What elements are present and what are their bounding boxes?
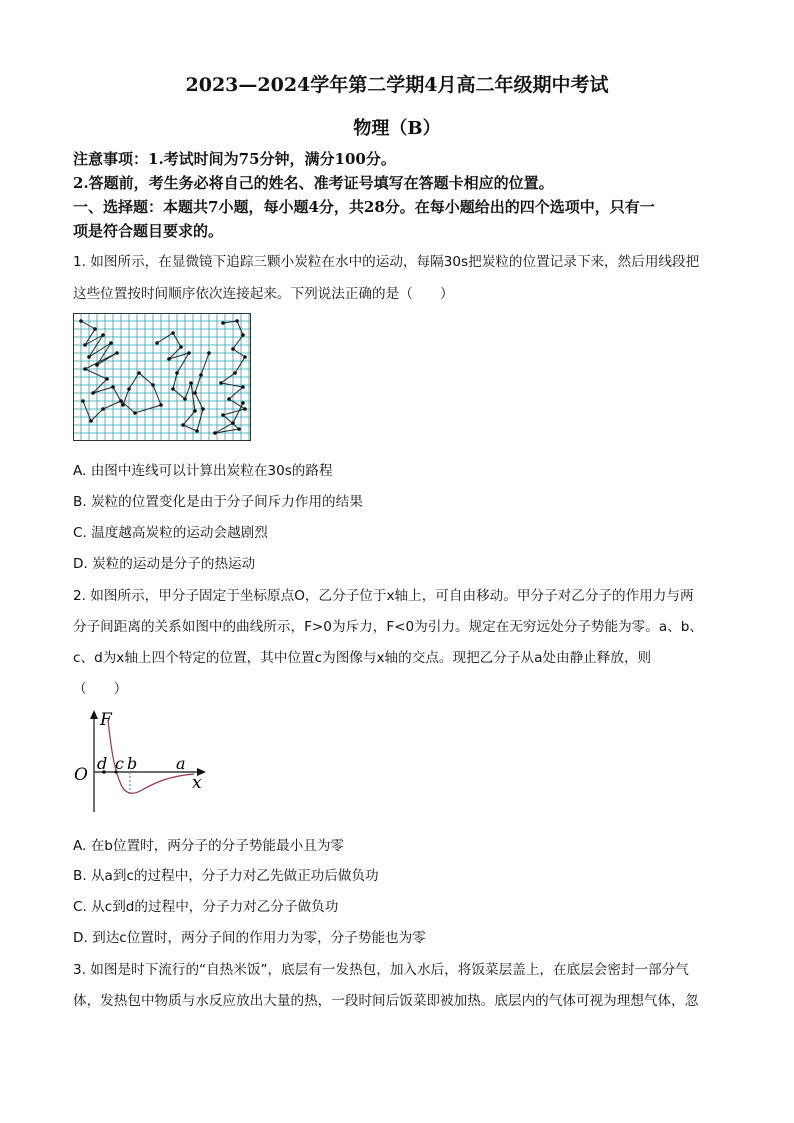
position-dot [95, 363, 99, 367]
position-dot [87, 355, 91, 359]
position-dot [181, 423, 185, 427]
position-dot [219, 381, 223, 385]
position-dot [241, 385, 245, 389]
position-dot [241, 401, 245, 405]
q1-option-b[interactable]: B. 炭粒的位置变化是由于分子间斥力作用的结果 [73, 494, 363, 510]
position-dot [233, 371, 237, 375]
position-dot [241, 333, 245, 337]
position-dot [187, 351, 191, 355]
position-dot [83, 343, 87, 347]
x-axis-label: x [192, 773, 202, 793]
q2-option-a[interactable]: A. 在b位置时，两分子的分子势能最小且为零 [73, 838, 345, 854]
position-dot [167, 357, 171, 361]
position-dot [171, 387, 175, 391]
notes-line-2: 2.答题前，考生务必将自己的姓名、准考证号填写在答题卡相应的位置。 [73, 174, 554, 192]
section-heading-line-1: 一、选择题：本题共7小题，每小题4分，共28分。在每小题给出的四个选项中，只有一 [73, 198, 655, 216]
q1-option-d[interactable]: D. 炭粒的运动是分子的热运动 [73, 556, 256, 572]
q3-stem-line-1: 3. 如图是时下流行的“自热米饭”，底层有一发热包，加入水后，将饭菜层盖上，在底层会密封一部分气 [73, 962, 689, 978]
point-label-a: a [176, 754, 186, 773]
position-dot [243, 407, 247, 411]
position-dot [227, 397, 231, 401]
position-dot [213, 431, 217, 435]
position-dot [183, 397, 187, 401]
position-dot [175, 371, 179, 375]
position-dot [115, 351, 119, 355]
position-dot [171, 331, 175, 335]
position-dot [159, 403, 163, 407]
brownian-motion-figure [73, 313, 251, 441]
q2-stem-line-1: 2. 如图所示，甲分子固定于坐标原点O，乙分子位于x轴上，可自由移动。甲分子对乙分子的作用力与两 [73, 588, 694, 604]
y-axis-label: F [100, 710, 112, 730]
q1-stem-line-2: 这些位置按时间顺序依次连接起来。下列说法正确的是（ ） [73, 286, 454, 302]
position-dot [137, 371, 141, 375]
q2-option-d[interactable]: D. 到达c位置时，两分子间的作用力为零，分子势能也为零 [73, 930, 426, 946]
position-dot [235, 319, 239, 323]
position-dot [231, 347, 235, 351]
notes-line-1: 注意事项：1.考试时间为75分钟，满分100分。 [73, 150, 396, 168]
q2-stem-line-4: （ ） [73, 681, 128, 697]
q2-option-c[interactable]: C. 从c到d的过程中，分子力对乙分子做负功 [73, 899, 339, 915]
position-dot [79, 319, 83, 323]
molecular-force-graph [70, 708, 210, 816]
position-dot [133, 411, 137, 415]
position-dot [231, 421, 235, 425]
position-dot [155, 341, 159, 345]
position-dot [237, 427, 241, 431]
q2-stem-line-3: c、d为x轴上四个特定的位置，其中位置c为图像与x轴的交点。现把乙分子从a处由静止释放，则 [73, 650, 652, 666]
position-dot [91, 391, 95, 395]
q1-option-c[interactable]: C. 温度越高炭粒的运动会越剧烈 [73, 525, 268, 541]
position-dot [193, 409, 197, 413]
position-dot [93, 327, 97, 331]
position-dot [111, 385, 115, 389]
position-dot [83, 367, 87, 371]
section-heading-line-2: 项是符合题目要求的。 [73, 222, 224, 240]
position-dot [179, 345, 183, 349]
position-dot [201, 407, 205, 411]
position-dot [81, 399, 85, 403]
q2-option-b[interactable]: B. 从a到c的过程中，分子力对乙先做正功后做负功 [73, 868, 379, 884]
position-dot [189, 381, 193, 385]
y-axis-arrow-icon [90, 710, 98, 719]
q1-stem-line-1: 1. 如图所示，在显微镜下追踪三颗小炭粒在水中的运动，每隔30s把炭粒的位置记录下来，然后用线段把 [73, 254, 700, 270]
position-dot [243, 355, 247, 359]
point-label-b: b [127, 754, 138, 773]
point-label-d: d [97, 754, 108, 773]
position-dot [207, 351, 211, 355]
q2-stem-line-2: 分子间距离的关系如图中的曲线所示，F>0为斥力，F<0为引力。规定在无穷远处分子势能为零。a、b、 [73, 619, 704, 635]
position-dot [127, 387, 131, 391]
origin-label: O [74, 765, 88, 785]
position-dot [221, 321, 225, 325]
position-dot [199, 373, 203, 377]
position-dot [151, 383, 155, 387]
exam-subtitle: 物理（B） [353, 118, 441, 139]
position-dot [105, 377, 109, 381]
position-dot [195, 429, 199, 433]
exam-title: 2023—2024学年第二学期4月高二年级期中考试 [185, 74, 609, 96]
point-label-c: c [115, 754, 124, 773]
q3-stem-line-2: 体，发热包中物质与水反应放出大量的热，一段时间后饭菜即被加热。底层内的气体可视为理想气体，忽 [73, 993, 699, 1009]
position-dot [109, 341, 113, 345]
position-dot [221, 413, 225, 417]
position-dot [101, 407, 105, 411]
position-dot [121, 403, 125, 407]
position-dot [193, 391, 197, 395]
position-dot [89, 419, 93, 423]
position-dot [101, 333, 105, 337]
position-dot [119, 399, 123, 403]
q1-option-a[interactable]: A. 由图中连线可以计算出炭粒在30s的路程 [73, 463, 333, 479]
